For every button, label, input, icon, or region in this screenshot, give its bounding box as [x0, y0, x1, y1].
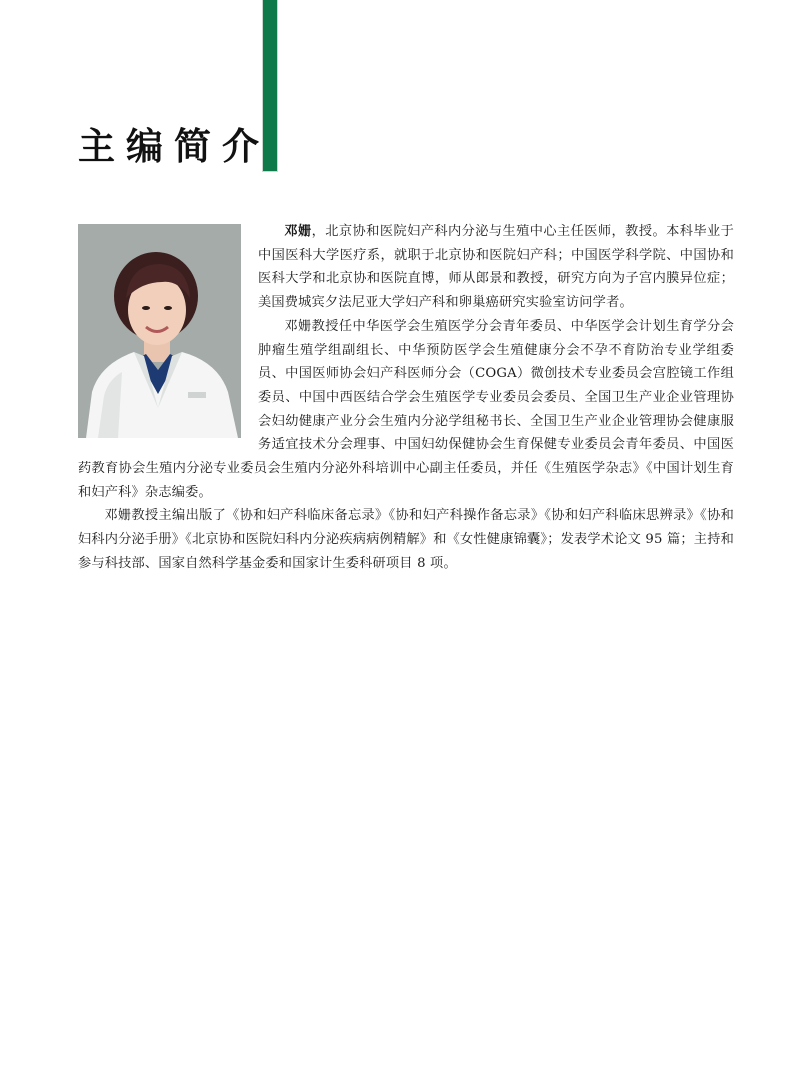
bio-paragraph-1-text: ，北京协和医院妇产科内分泌与生殖中心主任医师，教授。本科毕业于中国医科大学医疗系，就职于北京协和医院妇产科；中国医学科学院、中国协和医科大学和北京协和医院直博，师从郎景和教授，研究方向为子宫内膜异位症；美国费城宾夕法尼亚大学妇产科和卵巢癌研究实验室访问学者。	[258, 224, 734, 311]
author-name: 邓姗	[284, 224, 312, 239]
bio-paragraph-2: 邓姗教授任中华医学会生殖医学分会青年委员、中华医学会计划生育学分会肿瘤生殖学组副组长、中华预防医学会生殖健康分会不孕不育防治专业学组委员、中国医师协会妇产科医师分会（COGA）微创技术专业委员会宫腔镜工作组委员、中国中西医结合学会生殖医学专业委员会委员、全国卫生产业企业管理协会妇幼健康产业分会生殖内分泌学组秘书长、全国卫生产业企业管理协会健康服务适宜技术分会理事、中国妇幼保健协会生育保健专业委员会青年委员、中国医药教育协会生殖内分泌专业委员会生殖内分泌外科培训中心副主任委员，并任《生殖医学杂志》《中国计划生育和妇产科》杂志编委。	[78, 318, 734, 500]
bio-paragraph-3: 邓姗教授主编出版了《协和妇产科临床备忘录》《协和妇产科操作备忘录》《协和妇产科临床思辨录》《协和妇科内分泌手册》《北京协和医院妇科内分泌疾病病例精解》和《女性健康锦囊》；发表学术论文 95 篇；主持和参与科技部、国家自然科学基金委和国家计生委科研项目 8 项。	[78, 508, 734, 571]
page-title: 主编简介	[78, 124, 270, 168]
photo-spacer	[78, 220, 258, 456]
bio-text	[78, 220, 734, 576]
